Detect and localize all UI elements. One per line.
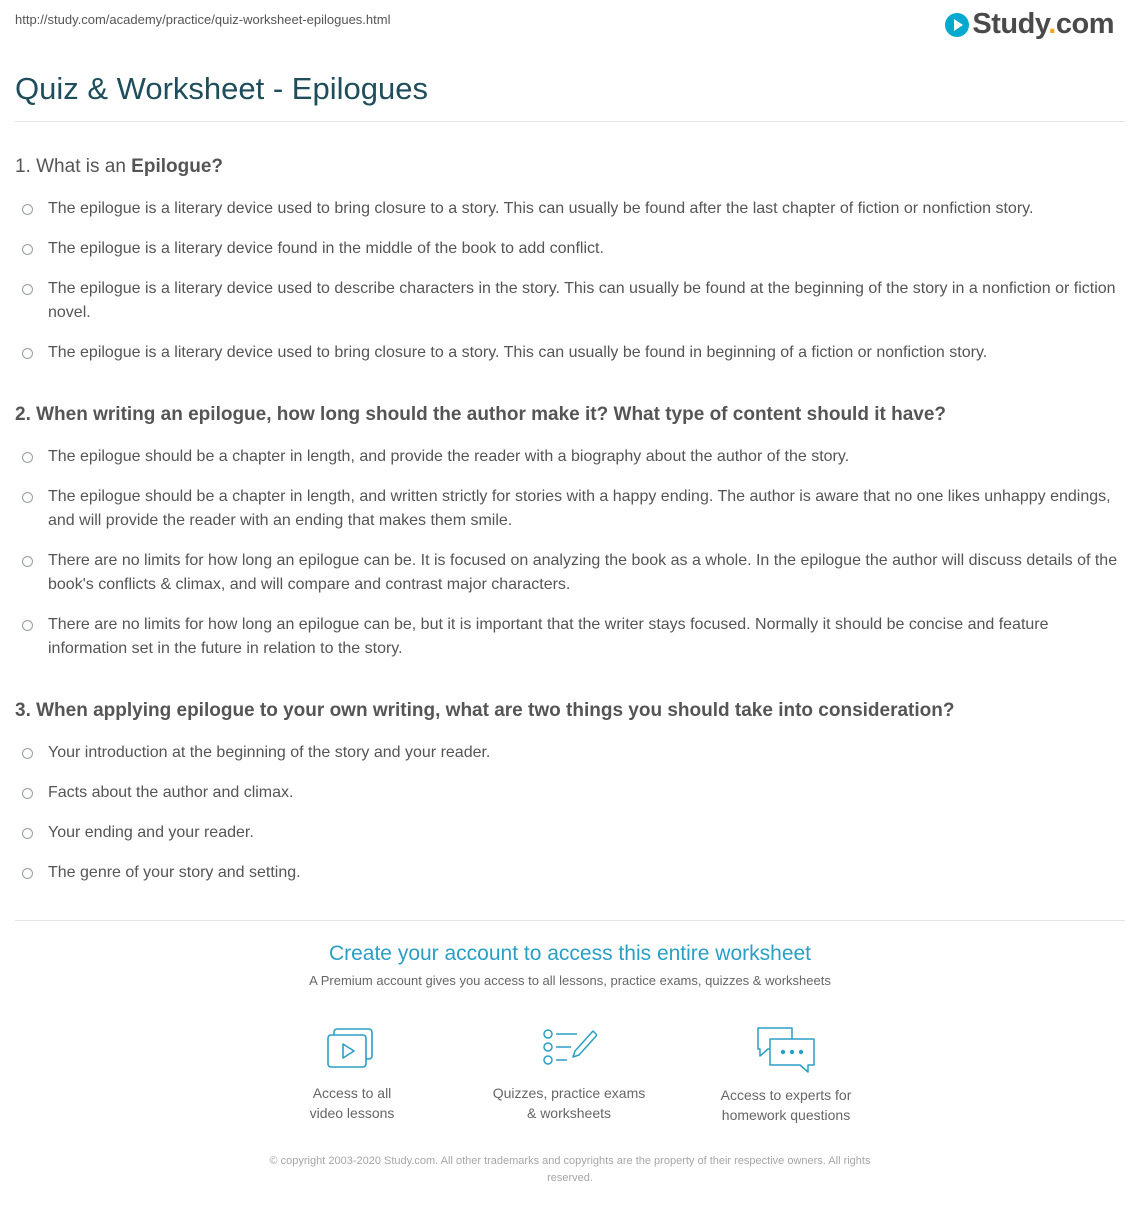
question-3: 3. When applying epilogue to your own writing, what are two things you should take into consideration?	[15, 700, 955, 721]
question-3-option-3[interactable]: Your ending and your reader.	[22, 821, 1122, 845]
premium-description: A Premium account gives you access to all lessons, practice exams, quizzes & worksheets	[309, 973, 831, 988]
feature-experts	[686, 1025, 886, 1125]
radio-button[interactable]	[22, 492, 33, 503]
question-2-option-2[interactable]: The epilogue should be a chapter in length, and written strictly for stories with a happy ending. The author is aware that no one likes unhappy endings, and will provide the reader with an ending that makes them smile.	[22, 485, 1122, 533]
radio-button[interactable]	[22, 244, 33, 255]
radio-button[interactable]	[22, 452, 33, 463]
feature-video-lessons	[252, 1025, 452, 1123]
radio-button[interactable]	[22, 788, 33, 799]
question-2-option-4[interactable]: There are no limits for how long an epilogue can be, but it is important that the writer stays focused. Normally it should be concise and feature information set in the future in relation to the story.	[22, 613, 1122, 661]
title-divider	[15, 121, 1125, 122]
question-3-option-2[interactable]: Facts about the author and climax.	[22, 781, 1122, 805]
video-lessons-icon	[325, 1025, 379, 1073]
content-divider	[15, 920, 1125, 921]
question-1-option-3[interactable]: The epilogue is a literary device used to describe characters in the story. This can usually be found at the beginning of the story in a nonfiction or fiction novel.	[22, 277, 1122, 325]
feature-label: Access to all video lessons	[309, 1085, 395, 1121]
feature-label: Quizzes, practice exams & worksheets	[492, 1085, 646, 1121]
question-1-option-4[interactable]: The epilogue is a literary device used to bring closure to a story. This can usually be found in beginning of a fiction or nonfiction story.	[22, 341, 1122, 365]
feature-quizzes	[469, 1025, 669, 1123]
logo-text: Study.com	[972, 8, 1114, 40]
feature-label: Access to experts for homework questions	[720, 1087, 852, 1123]
radio-button[interactable]	[22, 556, 33, 567]
radio-button[interactable]	[22, 748, 33, 759]
quiz-checklist-icon	[541, 1025, 597, 1073]
create-account-link[interactable]: Create your account to access this entire worksheet	[328, 942, 812, 965]
top-bar	[0, 0, 1140, 44]
radio-button[interactable]	[22, 348, 33, 359]
question-1-option-2[interactable]: The epilogue is a literary device found in the middle of the book to add conflict.	[22, 237, 1122, 261]
chat-bubbles-icon	[754, 1025, 818, 1075]
question-1: 1. What is an Epilogue?	[15, 156, 223, 177]
question-3-option-1[interactable]: Your introduction at the beginning of the story and your reader.	[22, 741, 1122, 765]
copyright-footer: © copyright 2003-2020 Study.com. All other trademarks and copyrights are the property of their respective owners. All rights reserved.	[269, 1155, 871, 1184]
radio-button[interactable]	[22, 828, 33, 839]
question-3-option-4[interactable]: The genre of your story and setting.	[22, 861, 1122, 885]
radio-button[interactable]	[22, 204, 33, 215]
question-2: 2. When writing an epilogue, how long should the author make it? What type of content should it have?	[15, 404, 947, 425]
study-logo[interactable]	[945, 8, 1114, 41]
play-logo-icon	[945, 13, 969, 37]
question-1-option-1[interactable]: The epilogue is a literary device used to bring closure to a story. This can usually be found after the last chapter of fiction or nonfiction story.	[22, 197, 1122, 221]
question-2-option-3[interactable]: There are no limits for how long an epilogue can be. It is focused on analyzing the book as a whole. In the epilogue the author will discuss details of the book's conflicts & climax, and will compare and contrast major characters.	[22, 549, 1122, 597]
radio-button[interactable]	[22, 868, 33, 879]
radio-button[interactable]	[22, 284, 33, 295]
page-url: http://study.com/academy/practice/quiz-worksheet-epilogues.html	[15, 12, 391, 27]
page-title: Quiz & Worksheet - Epilogues	[15, 71, 428, 106]
radio-button[interactable]	[22, 620, 33, 631]
question-2-option-1[interactable]: The epilogue should be a chapter in length, and provide the reader with a biography about the author of the story.	[22, 445, 1122, 469]
